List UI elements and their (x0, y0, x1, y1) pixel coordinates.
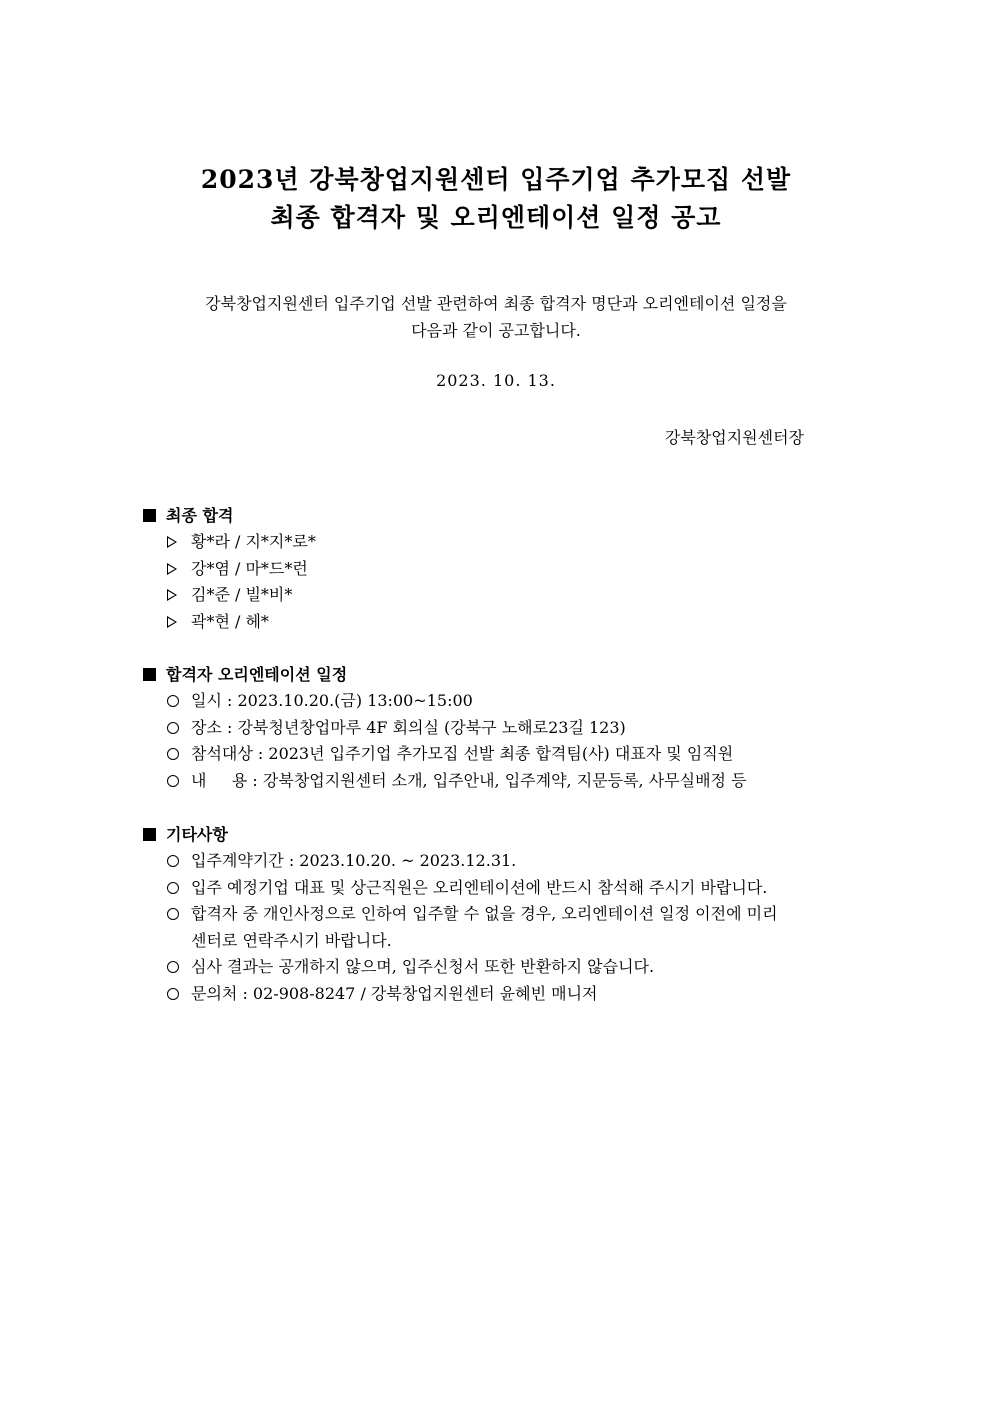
list-item-text: 김*준 / 빌*비* (191, 585, 293, 604)
list-item-text: 합격자 중 개인사정으로 인하여 입주할 수 없을 경우, 오리엔테이션 일정 이전에 미리 (191, 904, 778, 923)
list-item (143, 715, 843, 742)
list-item-text: 황*라 / 지*지*로* (191, 532, 316, 551)
circle-outline-icon (167, 908, 179, 920)
document-title-line-2: 최종 합격자 및 오리엔테이션 일정 공고 (270, 203, 722, 232)
square-bullet-icon (143, 509, 156, 522)
triangle-outline-icon (167, 563, 177, 575)
list-item (143, 741, 843, 768)
list-item (143, 981, 843, 1008)
intro-text-line-1: 강북창업지원센터 입주기업 선발 관련하여 최종 합격자 명단과 오리엔테이션 일정을 (205, 294, 787, 313)
circle-outline-icon (167, 988, 179, 1000)
list-item (143, 609, 843, 636)
list-item (143, 582, 843, 609)
list-item-text: 심사 결과는 공개하지 않으며, 입주신청서 또한 반환하지 않습니다. (191, 957, 655, 976)
signer: 강북창업지원센터장 (664, 428, 804, 447)
circle-outline-icon (167, 855, 179, 867)
circle-outline-icon (167, 722, 179, 734)
list-item-continuation (143, 928, 843, 955)
list-item-text: 곽*현 / 헤* (191, 611, 269, 631)
circle-outline-icon (167, 882, 179, 894)
announcement-date: 2023. 10. 13. (436, 371, 556, 390)
section-heading-label: 기타사항 (166, 825, 228, 844)
section-heading (143, 503, 843, 529)
triangle-outline-icon (167, 589, 177, 601)
list-item (143, 556, 843, 583)
list-item-text: 참석대상 : 2023년 입주기업 추가모집 선발 최종 합격팀(사) 대표자 및 임직원 (191, 744, 734, 763)
circle-outline-icon (167, 748, 179, 760)
list-item (143, 688, 843, 715)
list-item-text: 일시 : 2023.10.20.(금) 13:00~15:00 (191, 691, 473, 710)
section-final-pass (143, 503, 843, 635)
list-item-text: 장소 : 강북청년창업마루 4F 회의실 (강북구 노해로23길 123) (191, 717, 626, 737)
list-item (143, 848, 843, 875)
section-heading (143, 822, 843, 848)
square-bullet-icon (143, 668, 156, 681)
section-orientation-schedule (143, 662, 843, 794)
list-item (143, 529, 843, 556)
list-item (143, 954, 843, 981)
section-heading-label: 최종 합격 (166, 506, 234, 525)
circle-outline-icon (167, 695, 179, 707)
section-heading (143, 662, 843, 688)
list-item-text: 강*염 / 마*드*런 (191, 558, 308, 578)
list-item (143, 768, 843, 795)
list-item-text: 문의처 : 02-908-8247 / 강북창업지원센터 윤혜빈 매니저 (191, 983, 598, 1003)
list-item (143, 901, 843, 928)
document-title-line-1: 2023년 강북창업지원센터 입주기업 추가모집 선발 (200, 165, 792, 194)
square-bullet-icon (143, 828, 156, 841)
section-heading-label: 합격자 오리엔테이션 일정 (166, 665, 348, 684)
list-item (143, 875, 843, 902)
triangle-outline-icon (167, 536, 177, 548)
list-item-text: 센터로 연락주시기 바랍니다. (191, 930, 392, 950)
list-item-text: 내 용 : 강북창업지원센터 소개, 입주안내, 입주계약, 지문등록, 사무실배정 등 (191, 770, 747, 790)
intro-text-line-2: 다음과 같이 공고합니다. (411, 321, 581, 340)
section-other-notes (143, 822, 843, 1007)
circle-outline-icon (167, 775, 179, 787)
list-item-text: 입주 예정기업 대표 및 상근직원은 오리엔테이션에 반드시 참석해 주시기 바랍니다. (191, 877, 768, 897)
list-item-text: 입주계약기간 : 2023.10.20. ~ 2023.12.31. (191, 851, 517, 870)
triangle-outline-icon (167, 616, 177, 628)
circle-outline-icon (167, 961, 179, 973)
